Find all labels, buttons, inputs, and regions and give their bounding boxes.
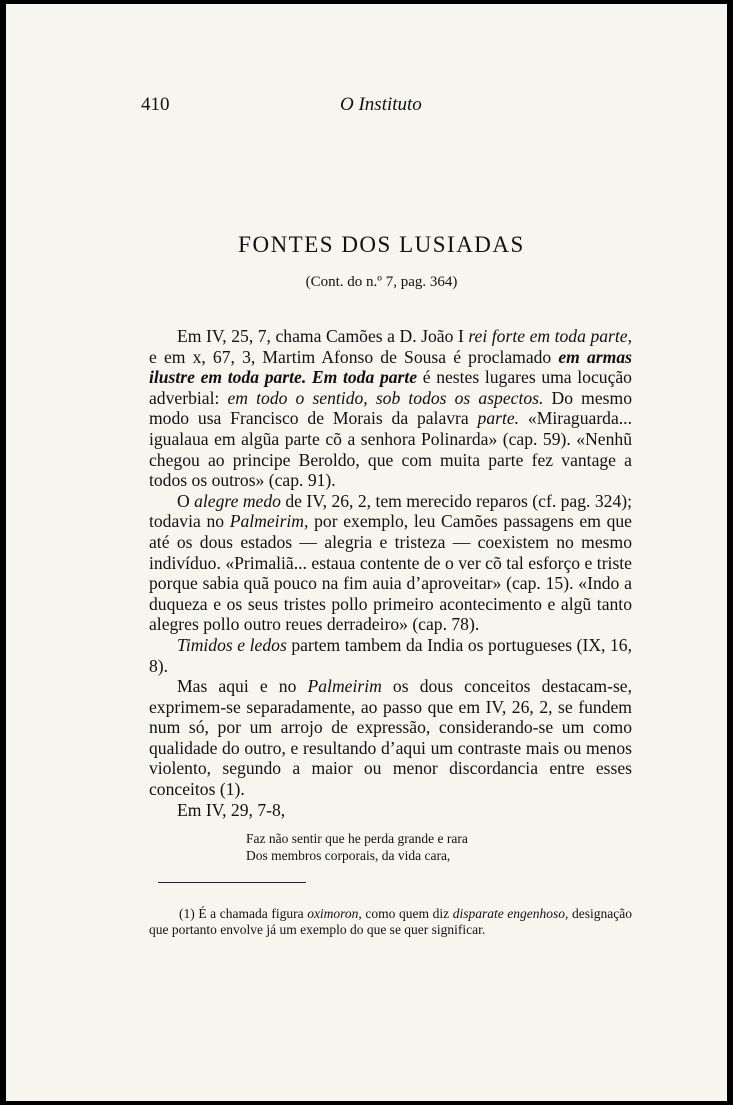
page-header — [6, 94, 727, 118]
page-number: 410 — [141, 94, 170, 115]
footnote-rule — [158, 882, 306, 883]
verse-quote — [246, 830, 576, 864]
page — [6, 4, 727, 1101]
paragraph-5: Em IV, 29, 7-8, — [177, 799, 286, 820]
article-title: FONTES DOS LUSIADAS — [238, 232, 525, 257]
paragraph-4: Mas aqui e no Palmeirim os dous conceitos destacam-se, exprimem-se separadamente, ao passo que em IV, 26, 2, se fundem num só, por um arrojo de expressão, considerando-se um como qualidade do outro, e resultando d’aqui um contraste mais ou menos violento, segundo a maior ou menor discordancia entre esses conceitos (1). — [149, 676, 632, 800]
paragraph-3: Timidos e ledos partem tambem da India os portugueses (IX, 16, 8). — [149, 634, 632, 676]
paragraph-1: Em IV, 25, 7, chama Camões a D. João I rei forte em toda parte, e em x, 67, 3, Martim Afonso de Sousa é proclamado em armas ilustre em toda parte. Em toda parte é nestes lugares uma locução adverbial: em todo o sentido, sob todos os aspectos. Do mesmo modo usa Francisco de Morais da palavra parte. «Miraguarda... igualaua em algũa parte cõ a senhora Polinarda» (cap. 59). «Nenhũ chegou ao principe Beroldo, que com muita parte fez vantage a todos os outros» (cap. 91). — [149, 326, 632, 491]
footnote: (1) É a chamada figura oximoron, como quem diz disparate engenhoso, designação que portanto envolve já um exemplo do que se quer significar. — [149, 906, 632, 937]
verse-line-1: Faz não sentir que he perda grande e rara — [246, 831, 468, 846]
verse-line-2: Dos membros corporais, da vida cara, — [246, 848, 451, 863]
article-subtitle: (Cont. do n.º 7, pag. 364) — [305, 274, 458, 290]
running-title: O Instituto — [340, 94, 422, 115]
paragraph-2: O alegre medo de IV, 26, 2, tem merecido reparos (cf. pag. 324); todavia no Palmeirim, por exemplo, leu Camões passagens em que até os dous estados — alegria e tristeza — coexistem no mesmo indivíduo. «Primaliã... estaua contente de o ver cõ tal esforço e triste porque sabia quã pouco na fim auia d’aproveitar» (cap. 15). «Indo a duqueza e os seus tristes pollo primeiro acontecimento e algũ tanto alegres pollo outro reues derradeiro» (cap. 78). — [149, 490, 632, 635]
article-body — [149, 326, 632, 820]
